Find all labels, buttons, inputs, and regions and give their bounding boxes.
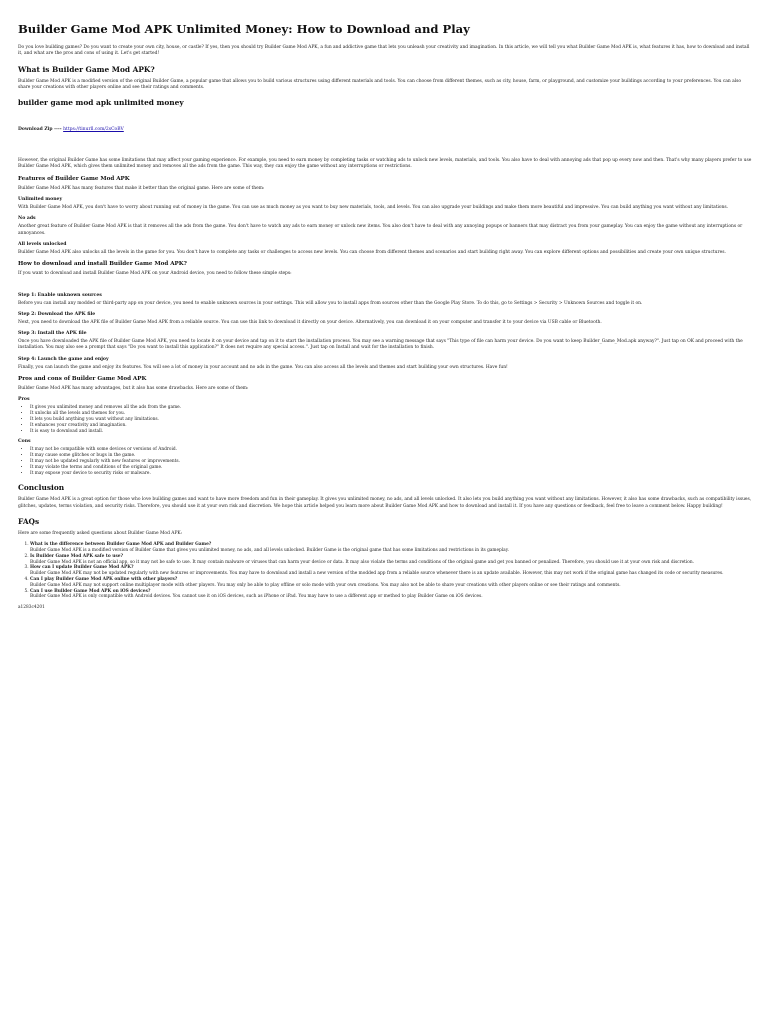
list-item: • It may expose your device to security risks or malware. [30, 471, 752, 477]
faq-answer: Builder Game Mod APK is a modified version of Builder Game that gives you unlimited money, no ads, and all levels unlocked. Builder Game is the original game that has some limitations and restrictions in its gameplay. [30, 548, 509, 553]
proscons-intro: Builder Game Mod APK has many advantages, but it also has some drawbacks. Here are some of them: [18, 386, 249, 392]
pros-list [18, 405, 752, 434]
download-link[interactable]: https://tinurll.com/2sCoBV [63, 127, 124, 133]
section-heading-howto: How to download and install Builder Game Mod APK? [18, 261, 187, 268]
download-arrow: ---- [52, 127, 64, 133]
feature-text-unlimited-money: With Builder Game Mod APK, you don't have to worry about running out of money in the game. You can use as much money as you want to buy new materials, tools, and levels. You can also upgrade your buildings and make them more beautiful and impressive. You can build anything you want without any limitations. [18, 205, 729, 211]
section-heading-proscons: Pros and cons of Builder Game Mod APK [18, 376, 147, 383]
step-text-3: Once you have downloaded the APK file of Builder Game Mod APK, you need to locate it on your device and tap on it to start the installation process. You may see a warning message that says "This type of file can harm your device. Do you want to keep Builder_Game_Mod.apk anyway?". Just tap on OK and proceed with the installation. You may also see a prompt that says "Do you want to install this application?" It does not require any special access.". Just tap on Install and wait for the installation to finish. [18, 339, 743, 351]
step-heading-2: Step 2: Download the APK file [18, 311, 96, 317]
faq-question: 3. How can I update Builder Game Mod APK? [30, 565, 134, 571]
cons-list [18, 447, 752, 476]
however-paragraph: However, the original Builder Game has some limitations that may affect your gaming experience. For example, you need to earn money by completing tasks or watching ads to unlock new levels, materials, and tools. You also have to deal with annoying ads that pop up every now and then. That's why many players prefer to use Builder Game Mod APK, which gives them unlimited money and removes all the ads from the game. This way, they can enjoy the game without any interruptions or restrictions. [18, 158, 752, 170]
cons-heading: Cons [18, 439, 31, 445]
list-item: • It is easy to download and install. [30, 429, 752, 435]
step-heading-1: Step 1: Enable unknown sources [18, 292, 102, 298]
feature-text-all-levels: Builder Game Mod APK also unlocks all the levels in the game for you. You don't have to complete any tasks or challenges to access new levels. You can choose from different themes and scenarios and start building right away. You can explore different options and possibilities and create your own unique structures. [18, 249, 726, 255]
list-item: • It unlocks all the levels and themes for you. [30, 411, 752, 417]
list-item: • It may violate the terms and conditions of the original game. [30, 465, 752, 471]
step-text-1: Before you can install any modded or third-party app on your device, you need to enable unknown sources in your settings. This will allow you to install apps from sources other than the Google Play Store. To do this, go to Settings > Security > Unknown Sources and toggle it on. [18, 300, 643, 306]
feature-heading-unlimited-money: Unlimited money [18, 197, 63, 203]
what-paragraph: Builder Game Mod APK is a modified version of the original Builder Game, a popular game that allows you to build various structures using different materials and tools. You can choose from different themes, such as city, house, farm, or playground, and customize your buildings according to your preferences. You can also share your creations with other players online and see their ratings and comments. [18, 78, 742, 90]
step-text-4: Finally, you can launch the game and enjoy its features. You will see a lot of money in your account and no ads in the game. You can also access all the levels and themes and start building your own structures. Have fun! [18, 364, 508, 370]
keyword-heading: builder game mod apk unlimited money [18, 98, 184, 108]
section-heading-what: What is Builder Game Mod APK? [18, 64, 155, 74]
conclusion-paragraph: Builder Game Mod APK is a great option for those who love building games and want to have more freedom and fun in their gameplay. It gives you unlimited money, no ads, and all levels unlocked. It also lets you build anything you want without any limitations. However, it also has some drawbacks, such as compatibility issues, glitches, updates, terms violation, and security risks. Therefore, you should use it at your own risk and discretion. We hope this article helped you learn more about Builder Game Mod APK and how to download and install it. If you have any questions or feedback, feel free to leave a comment below. Happy building! [18, 497, 752, 509]
section-heading-conclusion: Conclusion [18, 483, 65, 493]
pros-heading: Pros [18, 397, 30, 403]
list-item: • It gives you unlimited money and removes all the ads from the game. [30, 405, 752, 411]
section-heading-features: Features of Builder Game Mod APK [18, 175, 130, 182]
download-label: Download Zip [18, 127, 53, 133]
faqs-intro: Here are some frequently asked questions about Builder Game Mod APK: [18, 530, 183, 536]
section-heading-faqs: FAQs [18, 516, 40, 526]
download-line [18, 127, 752, 132]
feature-text-no-ads: Another great feature of Builder Game Mod APK is that it removes all the ads from the game. You don't have to watch any ads to earn money or unlock new items. You also don't have to deal with any annoying popups or banners that may distract you from your gameplay. You can enjoy the game without any interruptions or annoyances. [18, 224, 743, 236]
faq-answer: Builder Game Mod APK is only compatible with Android devices. You cannot use it on iOS devices, such as iPhone or iPad. You may have to use a different app or method to play Builder Game on iOS devices. [30, 594, 483, 600]
intro-paragraph: Do you love building games? Do you want to create your own city, house, or castle? If yes, then you should try Builder Game Mod APK, a fun and addictive game that lets you unleash your creativity and imagination. In this article, we will tell you what Builder Game Mod APK is, what features it has, how to download and install it, and what are the pros and cons of using it. Let's get started! [18, 45, 750, 57]
page-title: Builder Game Mod APK Unlimited Money: How to Download and Play [18, 22, 470, 36]
faq-item [30, 565, 752, 577]
list-item: • It may cause some glitches or bugs in the game. [30, 453, 752, 459]
faq-answer: Builder Game Mod APK may not be updated regularly with new features or improvements. You may have to download and install a new version of the modded app from a reliable source whenever there is an update available. However, this may not work if the original game has changed its code or security measures. [30, 571, 724, 577]
faq-item [30, 577, 752, 589]
faq-question: 1. What is the difference between Builder Game Mod APK and Builder Game? [30, 542, 212, 548]
list-item: • It may not be compatible with some devices or versions of Android. [30, 447, 752, 453]
step-heading-4: Step 4: Launch the game and enjoy [18, 356, 109, 362]
howto-intro: If you want to download and install Builder Game Mod APK on your Android device, you need to follow these simple steps: [18, 271, 292, 277]
list-item: • It may not be updated regularly with new features or improvements. [30, 459, 752, 465]
footer-id: a1283c4201 [18, 605, 45, 611]
features-intro: Builder Game Mod APK has many features that make it better than the original game. Here are some of them: [18, 185, 265, 191]
list-item: • It lets you build anything you want without any limitations. [30, 417, 752, 423]
step-heading-3: Step 3: Install the APK file [18, 331, 87, 337]
step-text-2: Next, you need to download the APK file of Builder Game Mod APK from a reliable source. You can use this link to download it directly on your device. Alternatively, you can download it on your computer and transfer it to your device via USB cable or Bluetooth. [18, 319, 602, 325]
faq-item [30, 542, 752, 554]
faq-item [30, 554, 752, 566]
faq-question: 2. Is Builder Game Mod APK safe to use? [30, 553, 124, 559]
faq-item [30, 589, 752, 601]
faq-answer: Builder Game Mod APK is not an official app, so it may not be safe to use. It may contain malware or viruses that can harm your device or data. It may also violate the terms and conditions of the original game and get you banned or penalized. Therefore, you should use it at your own risk and discretion. [30, 559, 694, 565]
list-item: • It enhances your creativity and imagination. [30, 423, 752, 429]
faq-question: 4. Can I play Builder Game Mod APK online with other players? [30, 576, 178, 582]
faq-question: 5. Can I use Builder Game Mod APK on iOS devices? [30, 588, 151, 594]
feature-heading-all-levels: All levels unlocked [18, 241, 67, 247]
faq-list [18, 542, 752, 600]
faq-answer: Builder Game Mod APK may not support online multiplayer mode with other players. You may only be able to play offline or solo mode with your own creations. You may also not be able to share your creations with other players online or see their ratings and comments. [30, 582, 621, 588]
feature-heading-no-ads: No ads [18, 216, 36, 222]
